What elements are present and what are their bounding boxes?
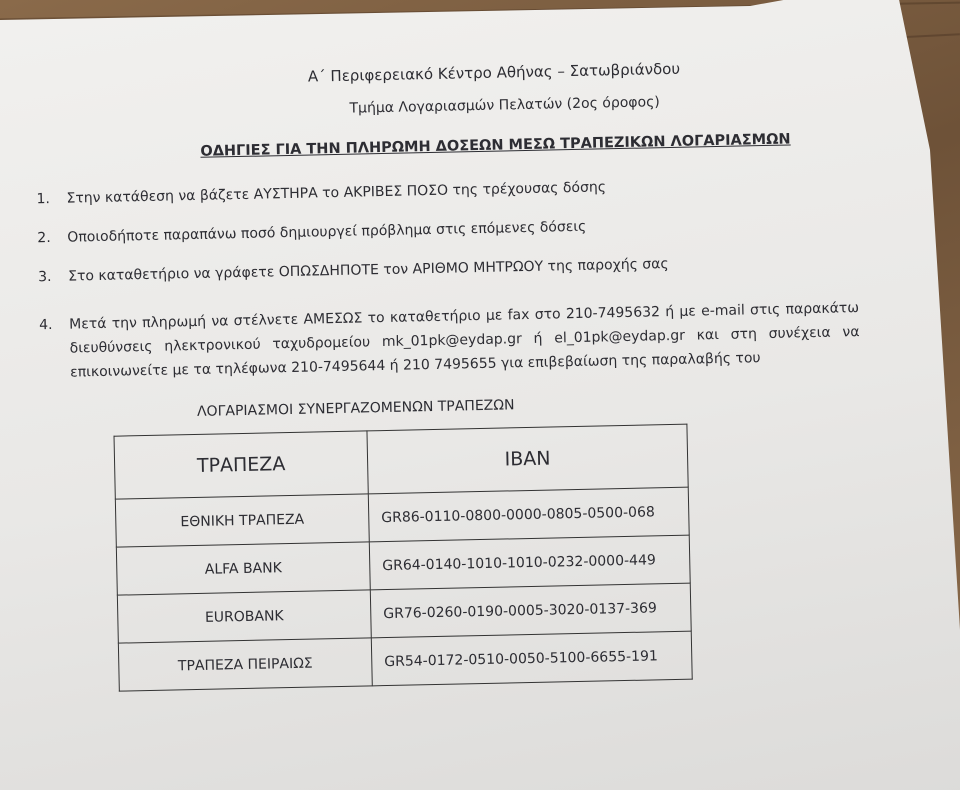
department-name: Τμήμα Λογαριασμών Πελατών (2ος όροφος) [349, 94, 660, 117]
instruction-item [37, 219, 586, 246]
bank-column-header: ΤΡΑΠΕΖΑ [114, 431, 368, 499]
instruction-item [39, 296, 860, 385]
instruction-number: 1. [36, 190, 51, 208]
instruction-text: Στην κατάθεση να βάζετε ΑΥΣΤΗΡΑ το ΑΚΡΙΒΕΣ ΠΟΣΟ της τρέχουσας δόσης [66, 179, 607, 207]
instruction-text: Οποιοδήποτε παραπάνω ποσό δημιουργεί πρόβλημα στις επόμενες δόσεις [67, 218, 587, 246]
table-header-row [114, 424, 688, 499]
instruction-item [36, 179, 606, 207]
iban-value: GR54-0172-0510-0050-5100-6655-191 [371, 631, 692, 686]
document-title: ΟΔΗΓΙΕΣ ΓΙΑ ΤΗΝ ΠΛΗΡΩΜΗ ΔΟΣΕΩΝ ΜΕΣΩ ΤΡΑΠΕΖΙΚΩΝ ΛΟΓΑΡΙΑΣΜΩΝ [200, 131, 791, 160]
table-title: ΛΟΓΑΡΙΑΣΜΟΙ ΣΥΝΕΡΓΑΖΟΜΕΝΩΝ ΤΡΑΠΕΖΩΝ [196, 397, 515, 420]
instruction-text: Στο καταθετήριο να γράφετε ΟΠΩΣΔΗΠΟΤΕ τον ΑΡΙΘΜΟ ΜΗΤΡΩΟΥ της παροχής σας [67, 256, 669, 285]
bank-name: EUROBANK [117, 590, 371, 643]
iban-value: GR86-0110-0800-0000-0805-0500-068 [368, 487, 689, 542]
instruction-number: 4. [39, 316, 53, 334]
instruction-number: 2. [37, 229, 51, 247]
bank-name: ALFA BANK [116, 542, 370, 595]
iban-value: GR76-0260-0190-0005-3020-0137-369 [370, 583, 691, 638]
iban-column-header: IBAN [367, 424, 688, 494]
bank-name: ΕΘΝΙΚΗ ΤΡΑΠΕΖΑ [115, 494, 369, 547]
instruction-text: Μετά την πληρωμή να στέλνετε ΑΜΕΣΩΣ το καταθετήριο με fax στο 210-7495632 ή με e-mail στις παρακάτω διευθύνσεις ηλεκτρονικού ταχυδρομείου mk_01pk@eydap.gr ή el_01pk@eydap.gr και στη συνέχεια να επικοινωνείτε με τα τηλέφωνα 210-7495644 ή 210 7495655 για επιβεβαίωση της παραλαβής του [69, 300, 860, 381]
banks-table [114, 424, 693, 692]
instruction-number: 3. [38, 268, 52, 286]
bank-name: ΤΡΑΠΕΖΑ ΠΕΙΡΑΙΩΣ [118, 638, 372, 691]
office-name: Α΄ Περιφερειακό Κέντρο Αθήνας – Σατωβριάνδου [307, 59, 681, 86]
instruction-item [38, 256, 669, 285]
iban-value: GR64-0140-1010-1010-0232-0000-449 [369, 535, 690, 590]
